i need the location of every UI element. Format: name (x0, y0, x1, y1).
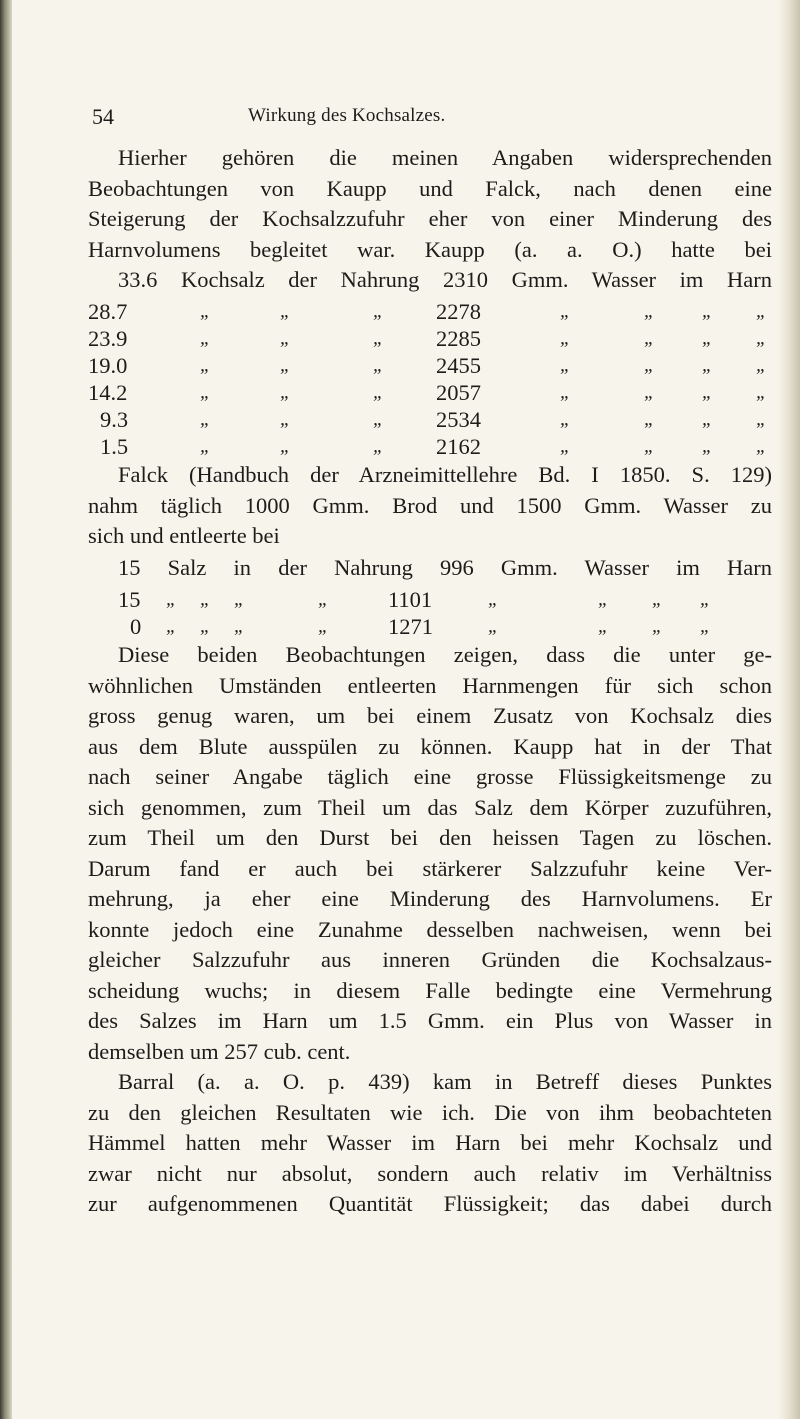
water-value: 2534 (436, 407, 481, 432)
text-line: zum Theil um den Durst bei den heissen Tagen zu löschen. (88, 825, 772, 850)
salt-value: 19.0 (88, 353, 128, 378)
ditto-mark: „ (280, 355, 291, 376)
ditto-mark: „ (598, 589, 609, 610)
ditto-mark: „ (200, 616, 211, 637)
ditto-mark: „ (598, 616, 609, 637)
ditto-mark: „ (200, 409, 211, 430)
ditto-mark: „ (700, 589, 711, 610)
page-number: 54 (92, 104, 114, 129)
ditto-mark: „ (280, 328, 291, 349)
ditto-mark: „ (702, 355, 713, 376)
ditto-mark: „ (200, 328, 211, 349)
ditto-mark: „ (373, 328, 384, 349)
table-row (88, 325, 772, 352)
text-line: des Salzes im Harn um 1.5 Gmm. ein Plus von Wasser in (88, 1008, 772, 1033)
ditto-mark: „ (200, 589, 211, 610)
text-line: sich und entleerte bei (88, 523, 280, 548)
ditto-mark: „ (560, 328, 571, 349)
ditto-mark: „ (200, 355, 211, 376)
text-line: mehrung, ja eher eine Minderung des Harnvolumens. Er (88, 886, 772, 911)
table-first-row: 15 Salz in der Nahrung 996 Gmm. Wasser im Harn (118, 555, 772, 580)
text-line: konnte jedoch eine Zunahme desselben nachweisen, wenn bei (88, 916, 772, 942)
barral-paragraph (88, 1067, 772, 1220)
text-line: scheidung wuchs; in diesem Falle bedingte eine Vermehrung (88, 977, 772, 1003)
ditto-mark: „ (200, 436, 211, 457)
text-line: aus dem Blute ausspülen zu können. Kaupp hat in der That (88, 733, 772, 759)
ditto-mark: „ (756, 301, 767, 322)
ditto-mark: „ (652, 589, 663, 610)
ditto-mark: „ (373, 436, 384, 457)
ditto-mark: „ (234, 616, 245, 637)
water-value: 2278 (436, 299, 481, 324)
ditto-mark: „ (280, 301, 291, 322)
kaupp-table (88, 298, 772, 460)
falck-paragraph (88, 460, 772, 552)
salt-value: 14.2 (88, 380, 128, 405)
text-line: Hämmel hatten mehr Wasser im Harn bei mehr Kochsalz und (88, 1130, 772, 1155)
ditto-mark: „ (644, 382, 655, 403)
salt-value: 9.3 (100, 407, 129, 432)
table-row (88, 433, 772, 460)
ditto-mark: „ (280, 436, 291, 457)
ditto-mark: „ (200, 382, 211, 403)
ditto-mark: „ (280, 382, 291, 403)
text-line: Hierher gehören die meinen Angaben widersprechenden (118, 145, 772, 170)
table-row (88, 352, 772, 379)
ditto-mark: „ (702, 328, 713, 349)
salt-value: 28.7 (88, 299, 128, 324)
text-line: Diese beiden Beobachtungen zeigen, dass die unter ge- (118, 642, 772, 667)
page-header (0, 104, 800, 134)
ditto-mark: „ (756, 436, 767, 457)
water-value: 2162 (436, 434, 481, 459)
ditto-mark: „ (756, 328, 767, 349)
text-line: gross genug waren, um bei einem Zusatz von Kochsalz dies (88, 703, 772, 728)
ditto-mark: „ (644, 301, 655, 322)
kaupp-table-header (88, 265, 772, 296)
table-row (88, 613, 772, 640)
ditto-mark: „ (756, 355, 767, 376)
text-line: Steigerung der Kochsalzzufuhr eher von einer Minderung des (88, 206, 772, 231)
ditto-mark: „ (702, 436, 713, 457)
ditto-mark: „ (702, 382, 713, 403)
ditto-mark: „ (560, 436, 571, 457)
discussion-paragraph (88, 640, 772, 1067)
ditto-mark: „ (488, 589, 499, 610)
falck-table-header (88, 553, 772, 584)
ditto-mark: „ (318, 616, 329, 637)
ditto-mark: „ (700, 616, 711, 637)
ditto-mark: „ (373, 382, 384, 403)
ditto-mark: „ (702, 409, 713, 430)
ditto-mark: „ (756, 409, 767, 430)
ditto-mark: „ (318, 589, 329, 610)
ditto-mark: „ (373, 355, 384, 376)
text-line: zwar nicht nur absolut, sondern auch relativ im Verhältniss (88, 1160, 772, 1186)
water-value: 1271 (388, 614, 433, 639)
ditto-mark: „ (200, 301, 211, 322)
text-line: Falck (Handbuch der Arzneimittellehre Bd. I 1850. S. 129) (118, 462, 772, 487)
text-line: demselben um 257 cub. cent. (88, 1038, 351, 1064)
ditto-mark: „ (560, 301, 571, 322)
text-line: Beobachtungen von Kaupp und Falck, nach denen eine (88, 175, 772, 201)
water-value: 2285 (436, 326, 481, 351)
ditto-mark: „ (560, 409, 571, 430)
ditto-mark: „ (702, 301, 713, 322)
intro-paragraph (88, 143, 772, 265)
text-line: Barral (a. a. O. p. 439) kam in Betreff dieses Punktes (118, 1069, 772, 1094)
text-line: Darum fand er auch bei stärkerer Salzzufuhr keine Ver- (88, 855, 772, 881)
ditto-mark: „ (652, 616, 663, 637)
ditto-mark: „ (373, 409, 384, 430)
salt-value: 1.5 (100, 434, 129, 459)
text-line: nahm täglich 1000 Gmm. Brod und 1500 Gmm. Wasser zu (88, 492, 772, 518)
text-line: sich genommen, zum Theil um das Salz dem Körper zuzuführen, (88, 794, 772, 820)
ditto-mark: „ (644, 409, 655, 430)
ditto-mark: „ (644, 328, 655, 349)
ditto-mark: „ (560, 382, 571, 403)
water-value: 1101 (388, 587, 433, 612)
text-line: zur aufgenommenen Quantität Flüssigkeit; das dabei durch (88, 1191, 772, 1216)
table-row (88, 586, 772, 613)
salt-value: 0 (130, 614, 142, 639)
text-line: zu den gleichen Resultaten wie ich. Die von ihm beobachteten (88, 1099, 772, 1125)
ditto-mark: „ (644, 355, 655, 376)
ditto-mark: „ (644, 436, 655, 457)
running-head: Wirkung des Kochsalzes. (248, 105, 446, 126)
text-line: Harnvolumens begleitet war. Kaupp (a. a. O.) hatte bei (88, 236, 772, 262)
text-line: wöhnlichen Umständen entleerten Harnmengen für sich schon (88, 672, 772, 698)
ditto-mark: „ (280, 409, 291, 430)
table-first-row: 33.6 Kochsalz der Nahrung 2310 Gmm. Wasser im Harn (118, 267, 772, 292)
falck-table (88, 586, 772, 640)
ditto-mark: „ (234, 589, 245, 610)
table-row (88, 379, 772, 406)
ditto-mark: „ (488, 616, 499, 637)
water-value: 2455 (436, 353, 481, 378)
salt-value: 23.9 (88, 326, 128, 351)
text-line: nach seiner Angabe täglich eine grosse Flüssigkeitsmenge zu (88, 764, 772, 789)
ditto-mark: „ (166, 589, 177, 610)
ditto-mark: „ (166, 616, 177, 637)
salt-value: 15 (118, 587, 141, 612)
ditto-mark: „ (756, 382, 767, 403)
ditto-mark: „ (560, 355, 571, 376)
ditto-mark: „ (373, 301, 384, 322)
water-value: 2057 (436, 380, 481, 405)
table-row (88, 406, 772, 433)
text-line: gleicher Salzzufuhr aus inneren Gründen die Kochsalzaus- (88, 947, 772, 972)
table-row (88, 298, 772, 325)
